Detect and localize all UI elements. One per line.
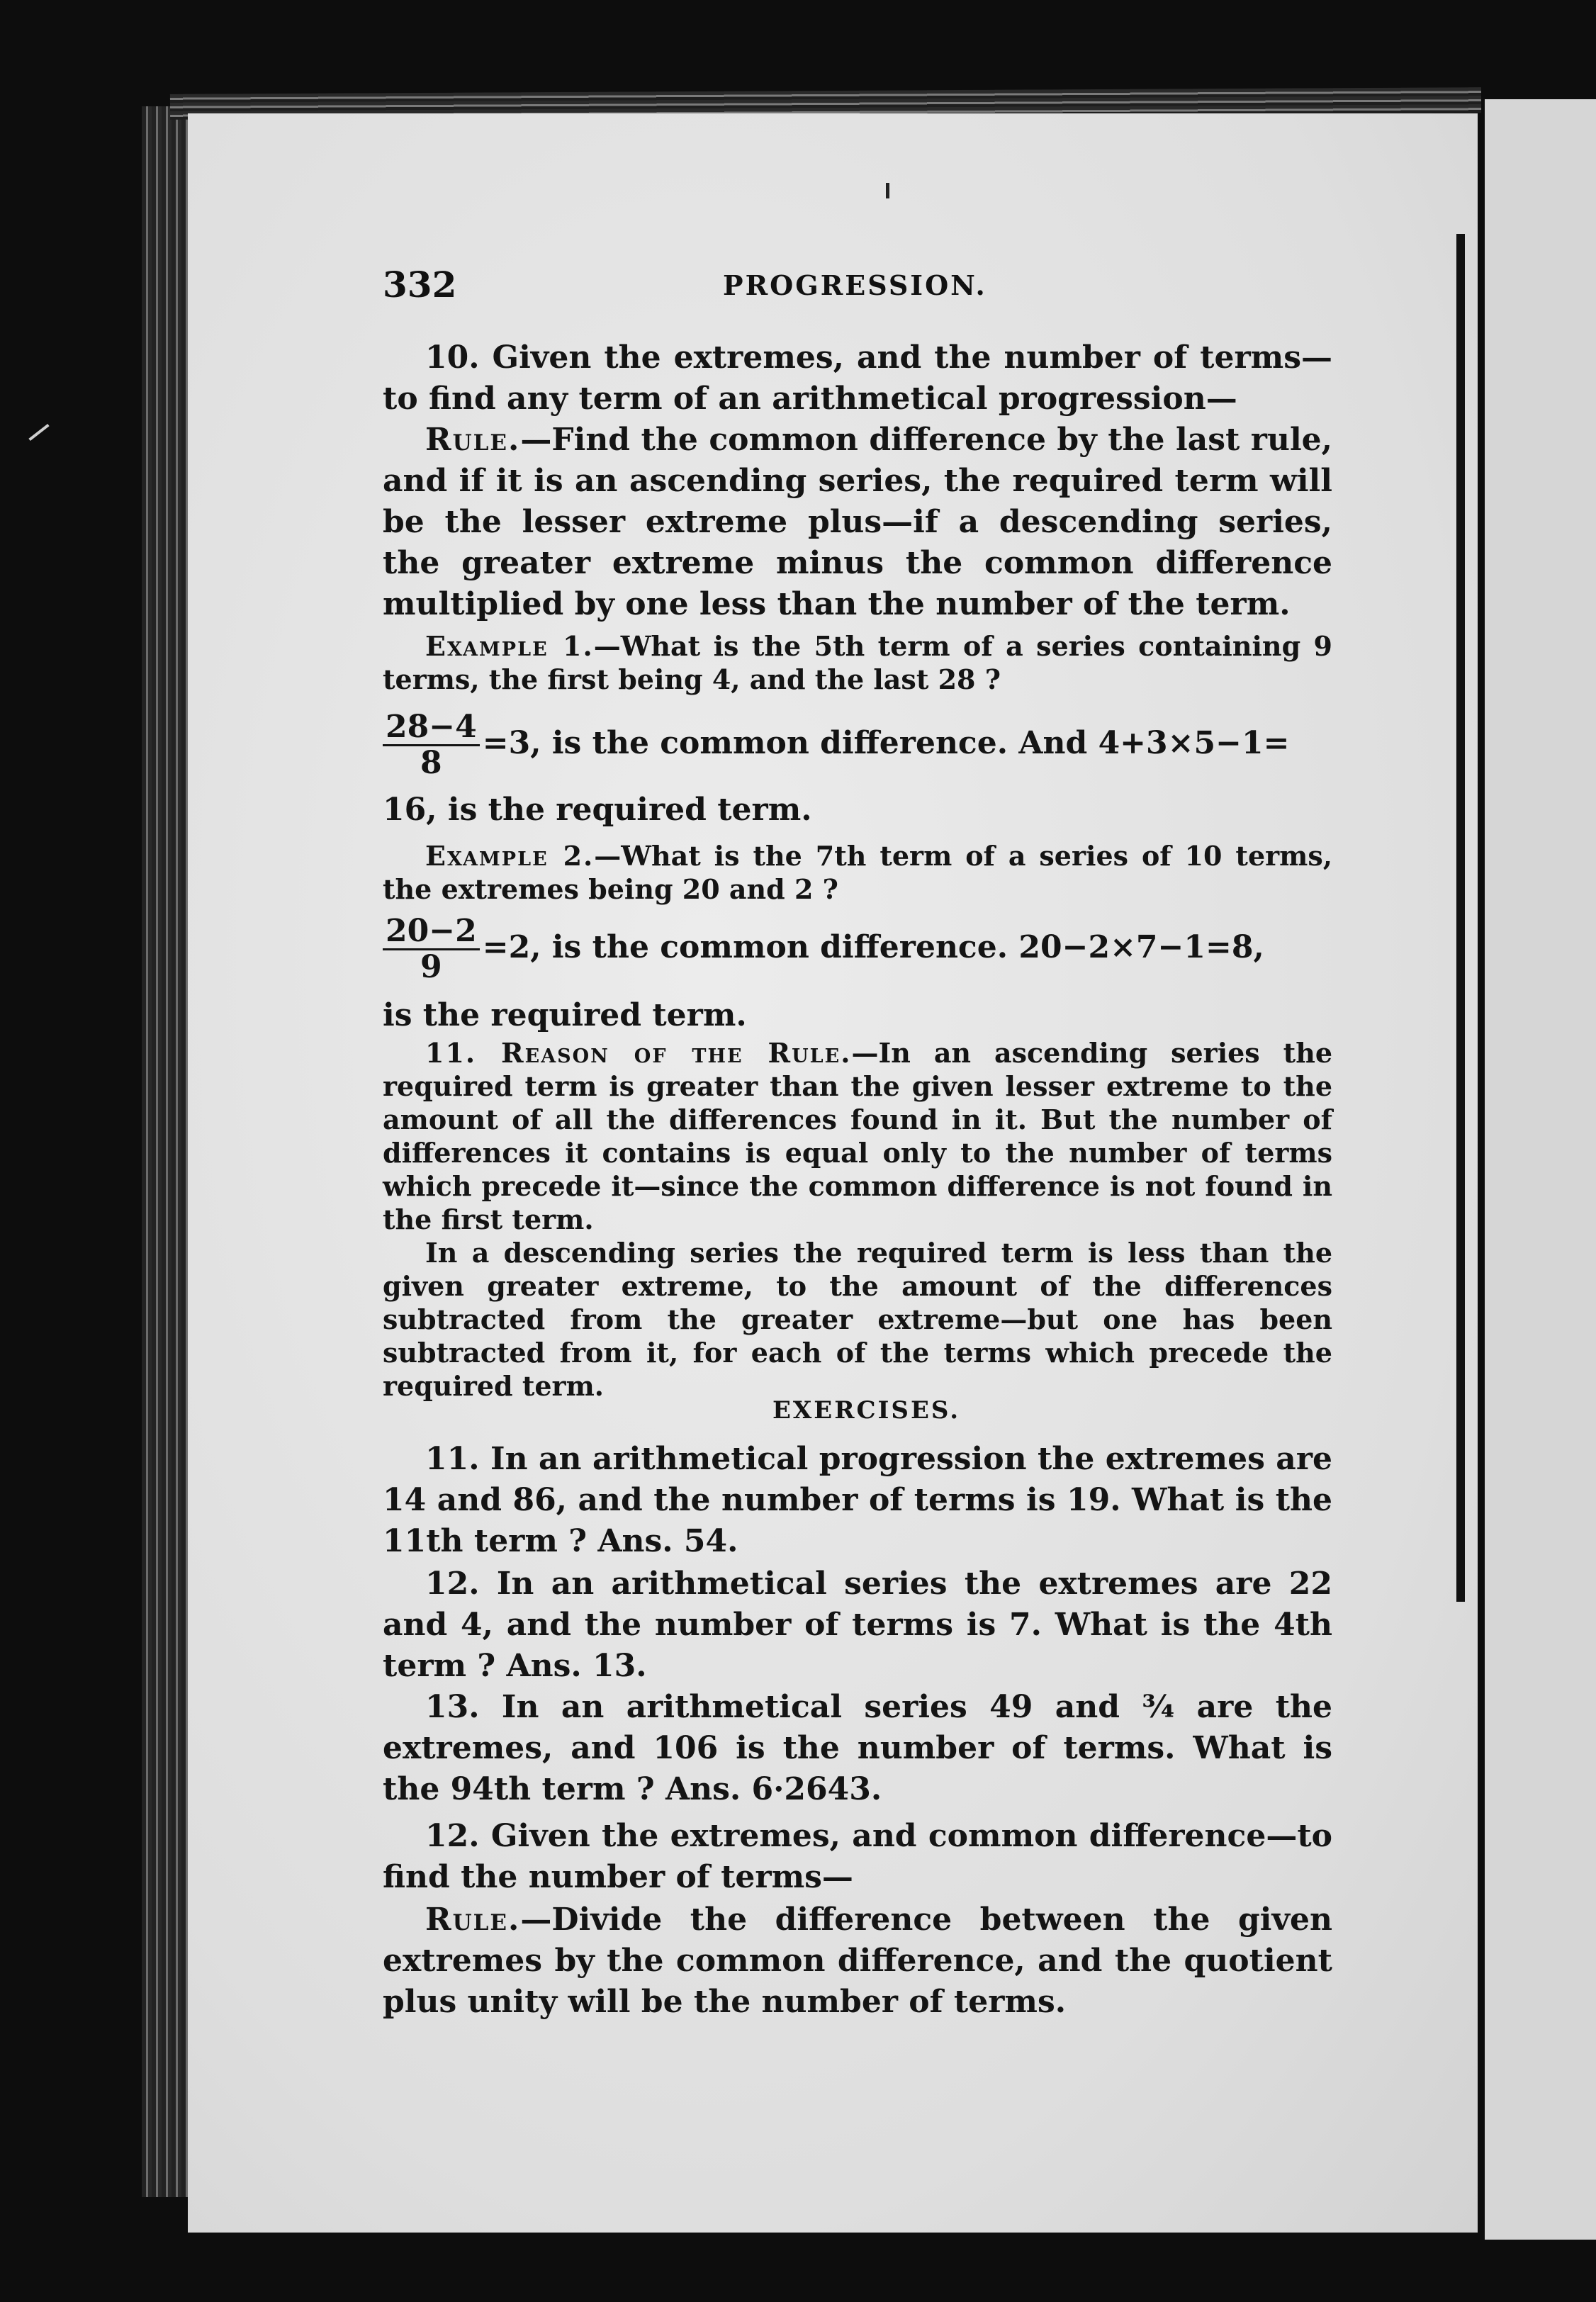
section-12-rule: Rule.—Divide the difference between the given extremes by the common difference, and the quotient plus unity will be the number of terms. — [383, 1902, 1332, 2020]
facing-page — [1485, 99, 1596, 2240]
page-number: 332 — [383, 264, 457, 305]
example-1-result: 16, is the required term. — [383, 792, 812, 828]
reason-label: 11. Reason of the Rule. — [425, 1037, 852, 1069]
scan-mark — [28, 424, 49, 441]
rule-label: Rule. — [425, 422, 521, 458]
fraction: $\frac{28-4}{8}$ — [383, 710, 480, 780]
section-11-para-1: 11. Reason of the Rule.—In an ascending series the required term is greater than the given lesser extreme to the amount of all the differences found in it. But the number of differences it contains is equal only to the number of terms which precede it—since the common difference is not found in the first term. — [383, 1037, 1332, 1235]
example-2-result: is the required term. — [383, 997, 747, 1033]
exercise-12: 12. In an arithmetical series the extremes are 22 and 4, and the number of terms is 7. What is the 4th term ? Ans. 13. — [383, 1566, 1332, 1684]
example-2: Example 2.—What is the 7th term of a series of 10 terms, the extremes being 20 and 2 ? — [383, 840, 1332, 905]
exercise-11: 11. In an arithmetical progression the extremes are 14 and 86, and the number of terms is 19. What is the 11th term ? Ans. 54. — [383, 1441, 1332, 1559]
rule-label: Rule. — [425, 1902, 521, 1938]
example-1-calc: $\frac{28-4}{8}$ =3, is the common difference. And 4+3×5−1= — [383, 710, 1332, 780]
exercises-heading: EXERCISES. — [772, 1396, 961, 1425]
example-label: Example 2. — [425, 840, 595, 872]
section-12-intro: 12. Given the extremes, and common difference—to find the number of terms— — [383, 1818, 1332, 1895]
section-11-para-2: In a descending series the required term is less than the given greater extreme, to the amount of the differences subtracted from the greater extreme—but one has been subtracted from it, for each of the terms which precede the required term. — [383, 1237, 1332, 1402]
example-1: Example 1.—What is the 5th term of a series containing 9 terms, the first being 4, and the last 28 ? — [383, 630, 1332, 695]
section-10-rule: Rule.—Find the common difference by the last rule, and if it is an ascending series, the required term will be the lesser extreme plus—if a descending series, the greater extreme minus the common difference multiplied by one less than the number of the term. — [383, 422, 1332, 622]
section-10-intro: 10. Given the extremes, and the number of terms—to find any term of an arithmetical progression— — [383, 339, 1332, 417]
exercise-13: 13. In an arithmetical series 49 and ¾ are the extremes, and 106 is the number of terms. What is the 94th term ? Ans. 6·2643. — [383, 1689, 1332, 1807]
example-2-calc: $\frac{20-2}{9}$ =2, is the common difference. 20−2×7−1=8, — [383, 914, 1332, 984]
example-label: Example 1. — [425, 630, 594, 662]
facing-page-edge — [1456, 234, 1465, 1602]
fraction: $\frac{20-2}{9}$ — [383, 914, 480, 984]
ink-tick — [886, 183, 889, 198]
running-head: PROGRESSION. — [723, 269, 987, 301]
